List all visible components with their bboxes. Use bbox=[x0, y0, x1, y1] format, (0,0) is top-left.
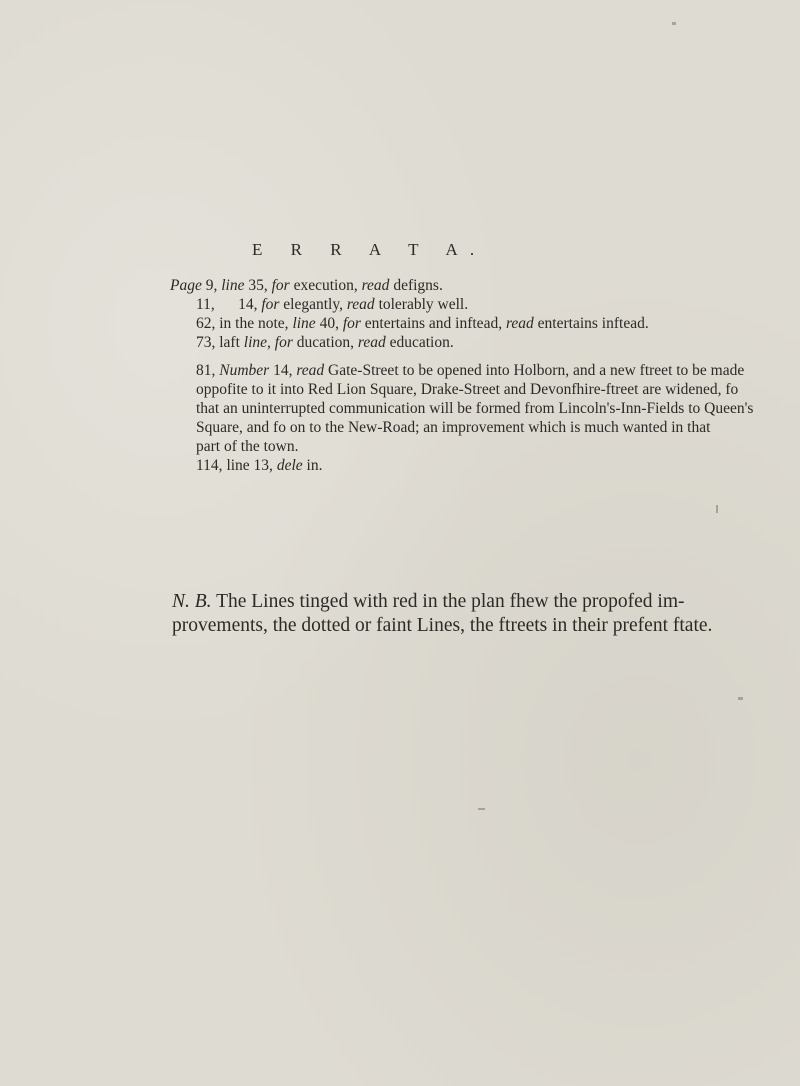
read-label: read bbox=[357, 334, 386, 351]
read-label: read bbox=[505, 315, 534, 332]
correct-text: tolerably well. bbox=[378, 296, 469, 313]
nb-text-line: The Lines tinged with red in the plan fhew the propofed im- bbox=[216, 591, 685, 612]
errata-entry bbox=[170, 276, 750, 295]
correct-text-line: oppofite to it into Red Lion Square, Drake-Street and Devonfhire-ftreet are widened, fo bbox=[196, 381, 739, 398]
errata-entry bbox=[170, 333, 750, 352]
paper-speck bbox=[672, 22, 676, 25]
nota-bene bbox=[172, 590, 752, 638]
read-label: read bbox=[346, 296, 375, 313]
read-label: read bbox=[296, 362, 325, 379]
page-number: 9, bbox=[205, 277, 218, 294]
paper-speck bbox=[738, 697, 743, 700]
for-label: for bbox=[274, 334, 293, 351]
dele-label: dele bbox=[276, 457, 303, 474]
page-number: 81, bbox=[196, 362, 216, 379]
wrong-text: ducation, bbox=[296, 334, 354, 351]
dele-text: in. bbox=[306, 457, 323, 474]
line-number: line 13, bbox=[226, 457, 273, 474]
line-number: 14, bbox=[238, 296, 258, 313]
line-label: line, bbox=[243, 334, 271, 351]
number-label: Number bbox=[219, 362, 270, 379]
nb-label: N. B. bbox=[172, 591, 212, 612]
for-label: for bbox=[271, 277, 290, 294]
correct-text: defigns. bbox=[393, 277, 443, 294]
line-label: line bbox=[292, 315, 316, 332]
wrong-text: execution, bbox=[293, 277, 358, 294]
page-number: 11, bbox=[196, 296, 215, 313]
correct-text-line: part of the town. bbox=[196, 438, 299, 455]
errata-heading: E R R A T A. bbox=[252, 240, 487, 259]
page-number: 114, bbox=[196, 457, 223, 474]
correct-text: education. bbox=[389, 334, 454, 351]
for-label: for bbox=[342, 315, 361, 332]
page-number: 73, bbox=[196, 334, 216, 351]
read-label: read bbox=[361, 277, 390, 294]
paper-speck bbox=[478, 808, 485, 810]
page-label: Page bbox=[170, 277, 202, 294]
number-value: 14, bbox=[273, 362, 293, 379]
page-number: 62, bbox=[196, 315, 216, 332]
paper-speck bbox=[716, 505, 718, 513]
line-number: 35, bbox=[248, 277, 268, 294]
wrong-text: entertains and inftead, bbox=[364, 315, 503, 332]
location-text: in the note, bbox=[219, 315, 289, 332]
wrong-text: elegantly, bbox=[283, 296, 343, 313]
correct-text-line: that an uninterrupted communication will be formed from Lincoln's-Inn-Fields to Queen's bbox=[196, 400, 754, 417]
errata-entry-long bbox=[170, 361, 754, 456]
correct-text: entertains inftead. bbox=[537, 315, 649, 332]
errata-list bbox=[170, 276, 754, 475]
errata-entry bbox=[170, 295, 750, 314]
correct-text-line: Gate-Street to be opened into Holborn, and a new ftreet to be made bbox=[328, 362, 745, 379]
location-text: laft bbox=[219, 334, 240, 351]
for-label: for bbox=[261, 296, 280, 313]
correct-text-line: Square, and fo on to the New-Road; an improvement which is much wanted in that bbox=[196, 419, 711, 436]
errata-entry bbox=[170, 314, 750, 333]
line-number: 40, bbox=[319, 315, 339, 332]
line-label: line bbox=[221, 277, 245, 294]
nb-text-line: provements, the dotted or faint Lines, the ftreets in their prefent ftate. bbox=[172, 615, 713, 636]
errata-entry bbox=[170, 456, 750, 475]
